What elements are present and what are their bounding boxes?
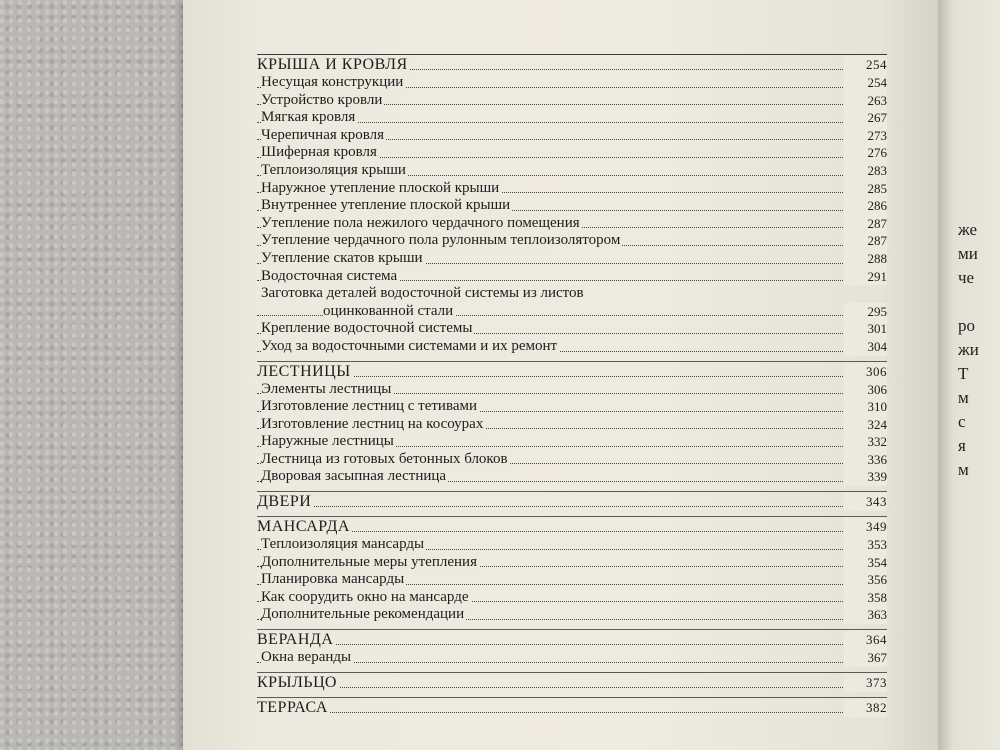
toc-entry-row: [257, 381, 887, 399]
toc-entry-row: [257, 606, 887, 624]
dot-leader: [257, 644, 843, 645]
toc-entry-row: [257, 468, 887, 486]
facing-page-fragment: же: [958, 220, 978, 239]
toc-entry-title: Шиферная кровля: [261, 144, 377, 161]
toc-page-number: 363: [844, 606, 887, 624]
toc-page-number: 287: [844, 215, 887, 233]
toc-entry-title: Лестница из готовых бетонных блоков: [261, 450, 508, 467]
toc-section-row: [257, 361, 887, 381]
toc-page-number: 353: [844, 536, 887, 554]
toc-entry-row: [257, 320, 887, 338]
toc-section-row: [257, 672, 887, 692]
toc-entry-title: Черепичная кровля: [261, 126, 385, 143]
toc-page-number: 382: [844, 698, 887, 717]
toc-entry-row: [257, 536, 887, 554]
toc-entry-row: [257, 285, 887, 303]
toc-entry-title: Дополнительные меры утепления: [261, 553, 477, 570]
toc-section-row: [257, 491, 887, 511]
toc-entry-title: Несущая конструкции: [261, 74, 404, 90]
toc-page-number: 306: [844, 362, 887, 381]
toc-page-number: 332: [844, 433, 887, 451]
toc-page-number: 310: [844, 398, 887, 416]
facing-page-fragment: я: [958, 436, 966, 455]
toc-entry-title: Уход за водосточными системами и их ремонт: [261, 337, 558, 354]
toc-entry-title: Наружное утепление плоской крыши: [261, 179, 500, 196]
toc-entry-title: Дворовая засыпная лестница: [261, 468, 447, 485]
toc-entry-title: Изготовление лестниц на косоурах: [261, 415, 484, 432]
toc-entry-row: [257, 215, 887, 233]
toc-entry-row: [257, 232, 887, 250]
toc-entry-row: [257, 398, 887, 416]
toc-entry-row: [257, 250, 887, 268]
toc-page-number: 336: [844, 451, 887, 469]
dot-leader: [257, 687, 843, 688]
toc-page-number: 287: [844, 232, 887, 250]
toc-page-number: 285: [844, 180, 887, 198]
toc-entry-title: оцинкованной стали: [323, 302, 454, 319]
toc-page-number: 276: [844, 144, 887, 162]
toc-page-number: 301: [844, 320, 887, 338]
toc-section-row: [257, 54, 887, 74]
toc-section-row: [257, 697, 887, 717]
toc-entry-row: [257, 74, 887, 92]
dot-leader: [257, 506, 843, 507]
toc-entry-title: Наружные лестницы: [261, 433, 394, 450]
toc-entry-row: [257, 589, 887, 607]
dot-leader: [257, 712, 843, 713]
toc-entry-row: [257, 180, 887, 198]
toc-page-number: 367: [844, 649, 887, 667]
toc-entry-row: [257, 92, 887, 110]
toc-section-title: ЛЕСТНИЦЫ: [257, 362, 351, 380]
toc-section-title: ТЕРРАСА: [257, 698, 328, 716]
toc-page-number: 354: [844, 554, 887, 572]
toc-page-number: 306: [844, 381, 887, 399]
toc-page-number: 288: [844, 250, 887, 268]
toc-page-number: 358: [844, 589, 887, 607]
toc-entry-row: [257, 197, 887, 215]
toc-entry-title: Дополнительные рекомендации: [261, 606, 465, 623]
toc-section-title: ВЕРАНДА: [257, 631, 334, 649]
toc-entry-row: [257, 554, 887, 572]
toc-entry-row: [257, 268, 887, 286]
toc-entry-row: [257, 127, 887, 145]
toc-page-number: 339: [844, 468, 887, 486]
toc-page-number: 356: [844, 571, 887, 589]
toc-entry-title: Планировка мансарды: [261, 571, 405, 588]
toc-section-title: МАНСАРДА: [257, 518, 350, 536]
toc-section-title: КРЫЛЬЦО: [257, 673, 337, 691]
toc-entry-row: [257, 303, 887, 321]
toc-entry-row: [257, 144, 887, 162]
toc-entry-title: Элементы лестницы: [261, 380, 392, 397]
toc-entry-title: Водосточная система: [261, 267, 398, 284]
table-of-contents: [257, 48, 887, 717]
toc-page-number: 373: [844, 673, 887, 692]
toc-page-number: 291: [844, 268, 887, 286]
toc-page-number: 273: [844, 127, 887, 145]
toc-entry-title: Изготовление лестниц с тетивами: [261, 398, 478, 415]
facing-page-fragment: ро: [958, 316, 975, 335]
toc-entry-title: Утепление чердачного пола рулонным теплоизолятором: [261, 232, 621, 249]
toc-entry-title: Утепление скатов крыши: [261, 249, 423, 266]
toc-section-title: КРЫША И КРОВЛЯ: [257, 56, 408, 73]
facing-page-fragment: м: [958, 460, 969, 479]
toc-entry-row: [257, 162, 887, 180]
toc-section-row: [257, 516, 887, 536]
toc-page-number: 254: [844, 55, 887, 74]
toc-entry-title: Устройство кровли: [261, 91, 383, 108]
facing-page-fragment: с: [958, 412, 966, 431]
toc-entry-row: [257, 649, 887, 667]
toc-section-title: ДВЕРИ: [257, 493, 312, 511]
toc-entry-title: Крепление водосточной системы: [261, 320, 473, 337]
toc-entry-title: Теплоизоляция крыши: [261, 161, 406, 178]
toc-entry-row: [257, 433, 887, 451]
toc-page-number: 324: [844, 416, 887, 434]
facing-page-fragment: Т: [958, 364, 969, 383]
toc-entry-row: [257, 416, 887, 434]
toc-page-number: 286: [844, 197, 887, 215]
toc-entry-title: Как соорудить окно на мансарде: [261, 588, 469, 605]
toc-entry-title: Утепление пола нежилого чердачного помещения: [261, 214, 580, 231]
toc-page-number: 254: [844, 74, 887, 92]
toc-page-number: 283: [844, 162, 887, 180]
toc-entry-title: Заготовка деталей водосточной системы из листов: [261, 285, 584, 302]
toc-entry-title: Теплоизоляция мансарды: [261, 536, 425, 553]
facing-page-fragment: ми: [958, 244, 978, 263]
toc-page-number: 364: [844, 630, 887, 649]
facing-page-fragment: [958, 290, 1000, 314]
toc-page-number: 295: [844, 303, 887, 321]
toc-page-number: 349: [844, 517, 887, 536]
facing-page-fragment: че: [958, 268, 975, 287]
toc-entry-row: [257, 109, 887, 127]
toc-entry-title: Окна веранды: [261, 649, 352, 666]
toc-page-number: 267: [844, 109, 887, 127]
facing-page-text-fragments: [958, 218, 1000, 538]
toc-section-row: [257, 629, 887, 649]
facing-page-fragment: жи: [958, 340, 979, 359]
toc-page-number: 263: [844, 92, 887, 110]
toc-entry-title: Мягкая кровля: [261, 109, 356, 126]
toc-page-number: 304: [844, 338, 887, 356]
facing-page-fragment: м: [958, 388, 969, 407]
toc-entry-row: [257, 338, 887, 356]
toc-entry-title: Внутреннее утепление плоской крыши: [261, 197, 511, 214]
toc-entry-row: [257, 571, 887, 589]
toc-entry-row: [257, 451, 887, 469]
toc-page-number: 343: [844, 492, 887, 511]
